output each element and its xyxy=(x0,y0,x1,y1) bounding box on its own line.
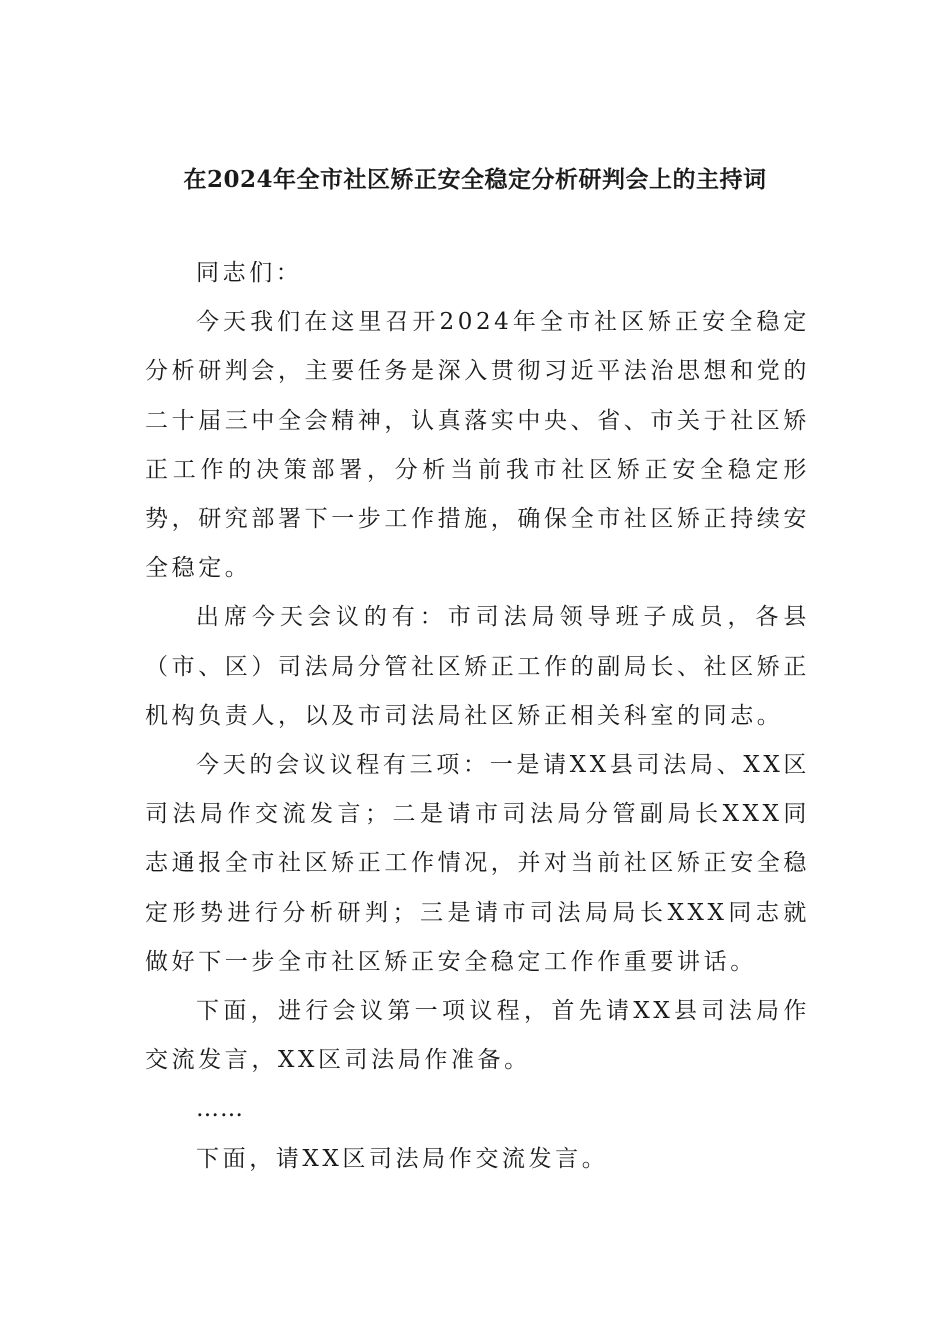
salutation-paragraph: 同志们： xyxy=(196,260,303,286)
first-item-paragraph: 下面，进行会议第一项议程，首先请XX县司法局作交流发言，XX区司法局作准备。 xyxy=(145,998,810,1074)
document-body xyxy=(145,249,810,1184)
next-speaker-paragraph: 下面，请XX区司法局作交流发言。 xyxy=(196,1145,609,1172)
document-title: 在2024年全市社区矫正安全稳定分析研判会上的主持词 xyxy=(183,166,767,193)
ellipsis-paragraph: …… xyxy=(196,1096,244,1123)
meeting-purpose-paragraph: 今天我们在这里召开2024年全市社区矫正安全稳定分析研判会，主要任务是深入贯彻习近平法治思想和党的二十届三中全会精神，认真落实中央、省、市关于社区矫正工作的决策部署，分析当前我市社区矫正安全稳定形势，研究部署下一步工作措施，确保全市社区矫正持续安全稳定。 xyxy=(145,309,810,582)
agenda-paragraph: 今天的会议议程有三项：一是请XX县司法局、XX区司法局作交流发言；二是请市司法局分管副局长XXX同志通报全市社区矫正工作情况，并对当前社区矫正安全稳定形势进行分析研判；三是请市司法局局长XXX同志就做好下一步全市社区矫正安全稳定工作作重要讲话。 xyxy=(145,752,810,975)
attendees-paragraph: 出席今天会议的有：市司法局领导班子成员，各县（市、区）司法局分管社区矫正工作的副局长、社区矫正机构负责人，以及市司法局社区矫正相关科室的同志。 xyxy=(145,604,810,729)
